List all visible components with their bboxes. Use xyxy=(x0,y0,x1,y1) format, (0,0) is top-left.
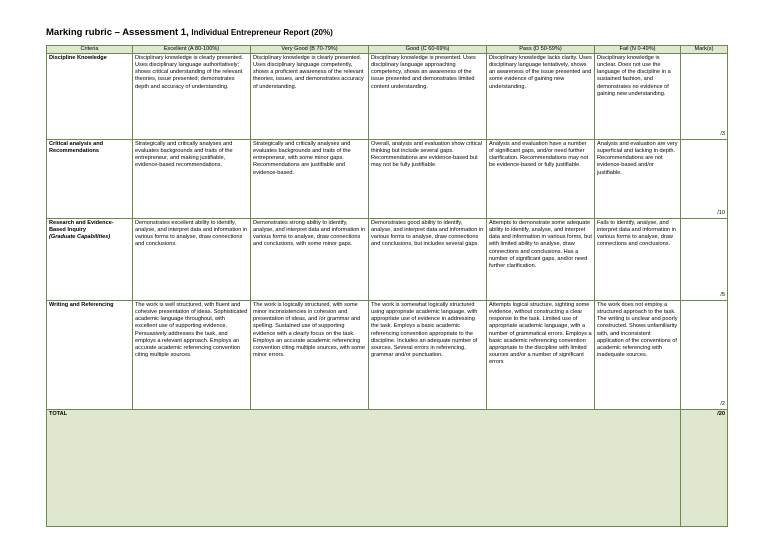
very-good-descriptor: Strategically and critically analyses and evaluates backgrounds and traits of the entrepreneur, with some minor gaps. Recommendations are justifiable and evidence-based. xyxy=(251,140,369,219)
criterion-cell xyxy=(47,54,133,140)
criterion-cell xyxy=(47,219,133,301)
table-row xyxy=(47,301,728,410)
pass-descriptor: Attempts to demonstrate some adequate ability to identify, analyse, and interpret data and information in various forms, but with limited ability to analyse, draw connections and conclusions. Has a number of significant gaps, and/or need further clarification. xyxy=(487,219,595,301)
pass-descriptor: Disciplinary knowledge lacks clarity. Uses disciplinary language tentatively, shows an awareness of the issue presented and some evidence of gaining new understanding. xyxy=(487,54,595,140)
fail-descriptor: Analysis and evaluation are very superficial and lacking in depth. Recommendations are not evidence-based and/or justifiable. xyxy=(595,140,681,219)
good-descriptor: Overall, analysis and evaluation show critical thinking but include several gaps. Recommendations are evidence-based but may not be fully justifiable. xyxy=(369,140,487,219)
very-good-descriptor: The work is logically structured, with some minor inconsistencies in cohesion and presentation of ideas, and /or grammar and spelling. Sustained use of supporting evidence with a clearly focus on the task. Employs an accurate academic referencing convention citing multiple sources, with some minor errors. xyxy=(251,301,369,410)
excellent-descriptor: Demonstrates excellent ability to identify, analyse, and interpret data and information in various forms to analyse, draw connections and conclusions. xyxy=(133,219,251,301)
table-row xyxy=(47,140,728,219)
excellent-descriptor: Strategically and critically analyses and evaluates backgrounds and traits of the entrepreneur, and making justifiable, evidence-based recommendations. xyxy=(133,140,251,219)
pass-descriptor: Analysis and evaluation have a number of significant gaps, and/or need further clarification. Recommendations may not be evidence-based or fully justifiable. xyxy=(487,140,595,219)
criterion-cell xyxy=(47,140,133,219)
mark-cell: /10 xyxy=(681,140,728,219)
column-header-fail: Fail (N 0-49%) xyxy=(595,46,681,54)
mark-cell: /2 xyxy=(681,301,728,410)
marking-rubric-table xyxy=(46,45,728,527)
total-row xyxy=(47,410,728,527)
criterion-label: Discipline Knowledge xyxy=(49,55,107,61)
header-row xyxy=(47,46,728,54)
mark-cell: /3 xyxy=(681,54,728,140)
column-header-criteria: Criteria xyxy=(47,46,133,54)
title-main: Marking rubric – Assessment 1, xyxy=(46,27,192,38)
total-label: TOTAL xyxy=(47,410,681,527)
table-row xyxy=(47,54,728,140)
good-descriptor: Demonstrates good ability to identify, analyse, and interpret data and information in various forms to analyse, draw connections and conclusions, but includes several gaps. xyxy=(369,219,487,301)
fail-descriptor: The work does not employ a structured approach to the task. The writing is unclear and poorly constructed. Shows unfamiliarity with, and inconsistent application of the conventions of academic referencing with inadequate sources. xyxy=(595,301,681,410)
fail-descriptor: Fails to identify, analyse, and interpret data and information in various forms to analyse, draw connections and conclusions. xyxy=(595,219,681,301)
column-header-marks: Mark(s) xyxy=(681,46,728,54)
table-row xyxy=(47,219,728,301)
column-header-very-good: Very Good (B 70-79%) xyxy=(251,46,369,54)
very-good-descriptor: Demonstrates strong ability to identify, analyse, and interpret data and information in various forms to analyse, draw connections and conclusions, with some minor gaps. xyxy=(251,219,369,301)
column-header-good: Good (C 60-69%) xyxy=(369,46,487,54)
mark-cell: /5 xyxy=(681,219,728,301)
criterion-cell xyxy=(47,301,133,410)
fail-descriptor: Disciplinary knowledge is unclear. Does not use the language of the discipline in a sustained fashion, and demonstrates no evidence of gaining new understanding. xyxy=(595,54,681,140)
column-header-pass: Pass (D 50-59%) xyxy=(487,46,595,54)
total-mark: /20 xyxy=(681,410,728,527)
pass-descriptor: Attempts logical structure, sighting some evidence, without constructing a clear response to the task. Limited use of appropriate academic language, with a number of grammatical errors. Employs a basic academic referencing convention appropriate to the discipline with limited sources and/or a number of significant errors xyxy=(487,301,595,410)
excellent-descriptor: Disciplinary knowledge is clearly presented. Uses disciplinary language authoritatively; shows critical understanding of the relevant theories, issue presented; demonstrates depth and accuracy of understanding. xyxy=(133,54,251,140)
good-descriptor: Disciplinary knowledge is presented. Uses disciplinary language approaching competency, shows an awareness of the issue presented and demonstrates limited content understanding. xyxy=(369,54,487,140)
criterion-note: (Graduate Capabilities) xyxy=(49,234,111,241)
very-good-descriptor: Disciplinary knowledge is clearly presented. Uses disciplinary language competently, shows a proficient awareness of the relevant theories, issues, and demonstrates accuracy of understanding. xyxy=(251,54,369,140)
column-header-excellent: Excellent (A 80-100%) xyxy=(133,46,251,54)
criterion-label: Critical analysis and Recommendations xyxy=(49,141,104,155)
page-title xyxy=(46,27,333,38)
criterion-label: Research and Evidence-Based Inquiry xyxy=(49,220,114,234)
good-descriptor: The work is somewhat logically structured using appropriate academic language, with appropriate use of evidence in addressing the task. Employs a basic academic referencing convention appropriate to the discipline. Includes an adequate number of sources. Several errors in referencing, grammar and/or punctuation. xyxy=(369,301,487,410)
excellent-descriptor: The work is well structured, with fluent and cohesive presentation of ideas. Sophisticated academic language throughout, with excellent use of supporting evidence. Persuasively addresses the task, and employs a relevant approach. Employs an accurate academic referencing convention citing multiple sources. xyxy=(133,301,251,410)
title-subtitle: Individual Entrepreneur Report (20%) xyxy=(191,28,333,37)
criterion-label: Writing and Referencing xyxy=(49,302,114,308)
